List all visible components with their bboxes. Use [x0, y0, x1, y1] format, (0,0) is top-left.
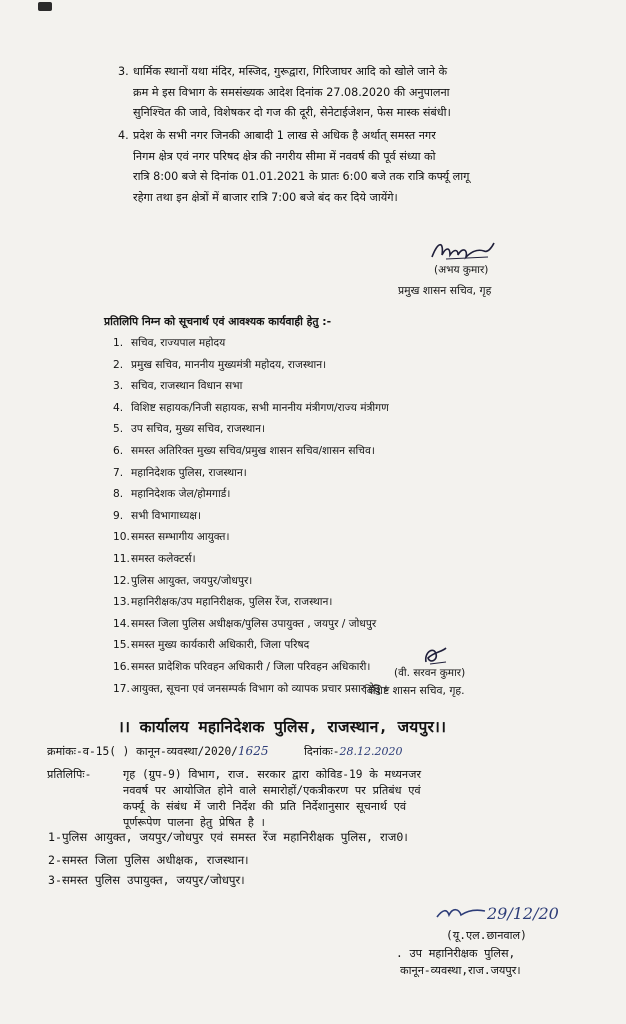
signatory-title: . उप महानिरीक्षक पुलिस, — [396, 947, 516, 960]
list-item: 3. सचिव, राजस्थान विधान सभा — [113, 380, 243, 393]
list-item: 1. सचिव, राज्यपाल महोदय — [113, 337, 226, 349]
list-item: 15.समस्त मुख्य कार्यकारी अधिकारी, जिला परिषद — [113, 639, 310, 652]
office-heading: ।। कार्यालय महानिदेशक पुलिस, राजस्थान, जयपुर।। — [118, 718, 447, 736]
recipient-1: 1-पुलिस आयुक्त, जयपुर/जोधपुर एवं समस्त रेंज महानिरीक्षक पुलिस, राज0। — [48, 830, 408, 844]
signature-date-handwritten: 29/12/20 — [487, 904, 559, 923]
date-handwritten: 28.12.2020 — [339, 745, 403, 758]
copy-note-line: गृह (ग्रुप-9) विभाग, राज. सरकार द्वारा कोविड-19 के मध्यनजर — [123, 768, 422, 781]
list-item: 6. समस्त अतिरिक्त मुख्य सचिव/प्रमुख शासन सचिव/शासन सचिव। — [113, 444, 375, 457]
copy-recipient-list — [113, 333, 389, 700]
staple-mark — [38, 2, 52, 11]
recipient-3: 3-समस्त पुलिस उपायुक्त, जयपुर/जोधपुर। — [48, 873, 245, 887]
list-item-4 — [118, 126, 598, 210]
list-item: 10.समस्त सम्भागीय आयुक्त। — [113, 531, 230, 544]
handwritten-signature — [428, 237, 498, 265]
item-number: 4. — [118, 129, 129, 142]
order-reference — [47, 743, 403, 760]
signatory-title: विशिष्ट शासन सचिव, गृह. — [364, 684, 465, 697]
item-line: निगम क्षेत्र एवं नगर परिषद क्षेत्र की नगरीय सीमा में नववर्ष की पूर्व संध्या को — [133, 149, 436, 163]
list-item-3 — [118, 62, 598, 124]
handwritten-signature — [420, 644, 450, 668]
list-item: 12.पुलिस आयुक्त, जयपुर/जोधपुर। — [113, 574, 253, 587]
order-text: व-15( ) कानून-व्यवस्था/2020/ — [82, 745, 238, 758]
item-text — [133, 126, 469, 208]
list-item: 9. सभी विभागाध्यक्ष। — [113, 509, 201, 522]
item-line: रहेगा तथा इन क्षेत्रों में बाजार रात्रि 7:00 बजे बंद कर दिये जायेंगे। — [133, 190, 398, 204]
list-item: 16.समस्त प्रादेशिक परिवहन अधिकारी / जिला परिवहन अधिकारी। — [113, 660, 371, 673]
copy-label: प्रतिलिपिः- — [47, 768, 92, 781]
handwritten-signature — [433, 903, 489, 925]
list-item: 5. उप सचिव, मुख्य सचिव, राजस्थान। — [113, 423, 266, 436]
list-item: 14.समस्त जिला पुलिस अधीक्षक/पुलिस उपायुक्त , जयपुर / जोधपुर — [113, 617, 377, 630]
list-item: 17.आयुक्त, सूचना एवं जनसम्पर्क विभाग को व्यापक प्रचार प्रसार हेतु । — [113, 682, 388, 695]
list-item: 11.समस्त कलेक्टर्स। — [113, 552, 196, 565]
item-line: रात्रि 8:00 बजे से दिनांक 01.01.2021 के प्रातः 6:00 बजे तक रात्रि कर्फ्यू लागू — [133, 170, 470, 183]
list-item: 13.महानिरीक्षक/उप महानिरीक्षक, पुलिस रेंज, राजस्थान। — [113, 596, 333, 609]
list-item: 2. प्रमुख सचिव, माननीय मुख्यमंत्री महोदय, राजस्थान। — [113, 358, 327, 371]
copy-note-line: नववर्ष पर आयोजित होने वाले समारोहों/एकत्रीकरण पर प्रतिबंध एवं — [123, 784, 421, 797]
item-line: प्रदेश के सभी नगर जिनकी आबादी 1 लाख से अधिक है अर्थात् समस्त नगर — [133, 129, 436, 142]
item-line: क्रम मे इस विभाग के समसंख्यक आदेश दिनांक 27.08.2020 की अनुपालना — [133, 85, 450, 99]
item-line: धार्मिक स्थानों यथा मंदिर, मस्जिद, गुरूद्वारा, गिरिजाघर आदि को खोले जाने के — [133, 65, 448, 78]
item-line: सुनिश्चित की जावे, विशेषकर दो गज की दूरी, सेनेटाईजेशन, फेस मास्क संबंधी। — [133, 106, 451, 119]
copy-note-line: पूर्णरूपेण पालना हेतु प्रेषित है । — [123, 816, 265, 829]
list-item: 7. महानिदेशक पुलिस, राजस्थान। — [113, 466, 247, 479]
order-number-handwritten: 1625 — [237, 744, 269, 758]
signatory-name: (वी. सरवन कुमार) — [394, 667, 466, 679]
date-label: दिनांकः- — [303, 745, 340, 758]
recipient-2: 2-समस्त जिला पुलिस अधीक्षक, राजस्थान। — [48, 853, 249, 867]
item-number: 3. — [118, 65, 129, 78]
signatory-title: प्रमुख शासन सचिव, गृह — [398, 284, 492, 297]
signatory-name: (यू.एल.छानवाल) — [446, 929, 527, 942]
copy-heading: प्रतिलिपि निम्न को सूचनार्थ एवं आवश्यक कार्यवाही हेतु :- — [104, 315, 332, 328]
list-item: 4. विशिष्ट सहायक/निजी सहायक, सभी माननीय मंत्रीगण/राज्य मंत्रीगण — [113, 401, 389, 414]
copy-note-text — [123, 767, 421, 831]
list-item: 8. महानिदेशक जेल/होमगार्ड। — [113, 488, 231, 501]
signatory-name: (अभय कुमार) — [434, 264, 489, 276]
order-label: क्रमांकः- — [47, 745, 83, 758]
signatory-department: कानून-व्यवस्था,राज.जयपुर। — [400, 964, 521, 977]
item-text — [133, 62, 451, 124]
copy-note-line: कर्फ्यू के संबंध में जारी निर्देश की प्रति निर्देशानुसार सूचनार्थ एवं — [123, 800, 407, 813]
